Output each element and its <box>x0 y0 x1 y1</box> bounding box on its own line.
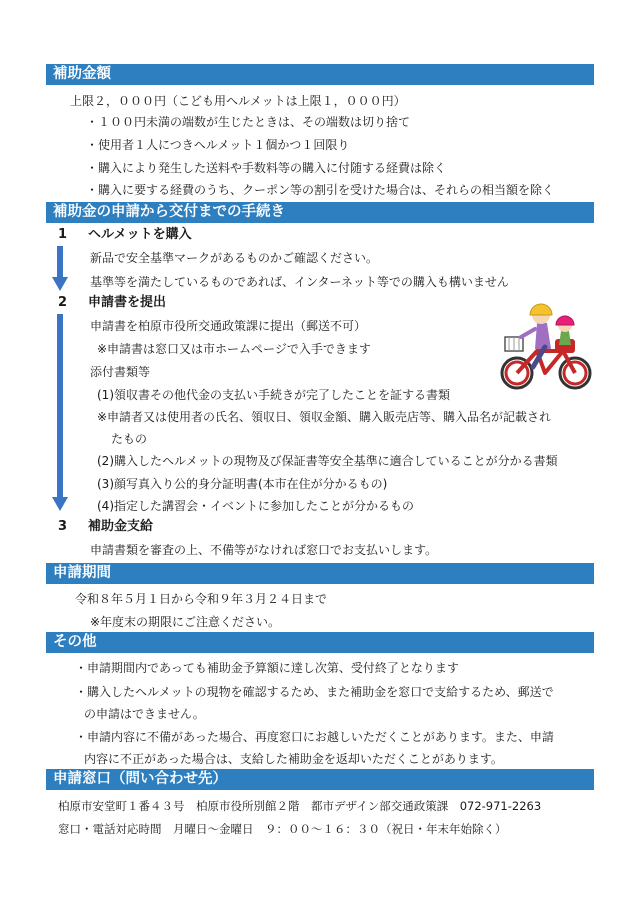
amount-rule-coupon: ・購入に要する経費のうち、クーポン等の割引を受けた場合は、それらの相当額を除く <box>86 183 555 197</box>
other-line-1: ・申請期間内であっても補助金予算額に達し次第、受付終了となります <box>75 661 459 675</box>
step-2-doc-3: (3)顔写真入り公的身分証明書(本市在住が分かるもの) <box>97 477 388 491</box>
other-line-2-cont: の申請はできません。 <box>84 707 205 721</box>
step-2-down-arrow-icon <box>52 314 68 512</box>
section-header-procedure: 補助金の申請から交付までの手続き <box>46 202 594 223</box>
amount-rule-once: ・使用者１人につきヘルメット１個かつ１回限り <box>86 138 350 152</box>
step-2-heading <box>58 294 166 312</box>
step-3-number: 3 <box>58 519 68 534</box>
step-2-title: 申請書を提出 <box>88 295 167 310</box>
period-note: ※年度末の期限にご注意ください。 <box>90 615 281 629</box>
other-line-3: ・申請内容に不備があった場合、再度窓口にお越しいただくことがあります。また、申請 <box>75 730 554 744</box>
amount-rule-rounding: ・１００円未満の端数が生じたときは、その端数は切り捨て <box>86 115 411 129</box>
step-1-heading <box>58 226 192 244</box>
step-2-number: 2 <box>58 295 68 310</box>
step-2-doc-4: (4)指定した講習会・イベントに参加したことが分かるもの <box>97 499 415 513</box>
section-header-period: 申請期間 <box>46 563 594 584</box>
step-2-form-note: ※申請書は窓口又は市ホームページで入手できます <box>97 342 371 356</box>
bicycle-helmet-illustration-icon <box>497 293 597 393</box>
contact-address: 柏原市安堂町１番４３号 柏原市役所別館２階 都市デザイン部交通政策課 072-971-2263 <box>58 799 542 813</box>
step-1-line-2: 基準等を満たしているものであれば、インターネット等での購入も構いません <box>90 275 509 289</box>
step-2-doc-1-note-cont: たもの <box>111 432 148 446</box>
section-header-amount: 補助金額 <box>46 64 594 85</box>
step-1-line-1: 新品で安全基準マークがあるものかご確認ください。 <box>90 251 379 265</box>
other-line-3-cont: 内容に不正があった場合は、支給した補助金を返却いただくことがあります。 <box>84 752 503 766</box>
step-2-doc-2: (2)購入したヘルメットの現物及び保証書等安全基準に適合していることが分かる書類 <box>97 454 558 468</box>
step-1-number: 1 <box>58 227 68 242</box>
section-header-other: その他 <box>46 632 594 653</box>
step-2-submit: 申請書を柏原市役所交通政策課に提出（郵送不可） <box>90 319 367 333</box>
contact-hours: 窓口・電話対応時間 月曜日～金曜日 ９：００～１６：３０（祝日・年末年始除く） <box>58 822 507 836</box>
step-3-heading <box>58 518 153 536</box>
other-line-2: ・購入したヘルメットの現物を確認するため、また補助金を窓口で支給するため、郵送で <box>75 685 554 699</box>
amount-rule-shipping: ・購入により発生した送料や手数料等の購入に付随する経費は除く <box>86 161 447 175</box>
step-2-doc-1: (1)領収書その他代金の支払い手続きが完了したことを証する書類 <box>97 388 451 402</box>
period-range: 令和８年５月１日から令和９年３月２４日まで <box>75 592 328 606</box>
step-3-line-1: 申請書類を審査の上、不備等がなければ窓口でお支払いします。 <box>90 543 438 557</box>
step-1-down-arrow-icon <box>52 246 68 292</box>
amount-limit: 上限２，０００円（こども用ヘルメットは上限１，０００円） <box>70 94 406 108</box>
step-2-doc-1-note: ※申請者又は使用者の氏名、領収日、領収金額、購入販売店等、購入品名が記載され <box>97 410 552 424</box>
section-header-contact: 申請窓口（問い合わせ先） <box>46 769 594 790</box>
step-1-title: ヘルメットを購入 <box>88 227 192 242</box>
step-3-title: 補助金支給 <box>88 519 154 534</box>
step-2-attachments-label: 添付書類等 <box>90 365 151 379</box>
